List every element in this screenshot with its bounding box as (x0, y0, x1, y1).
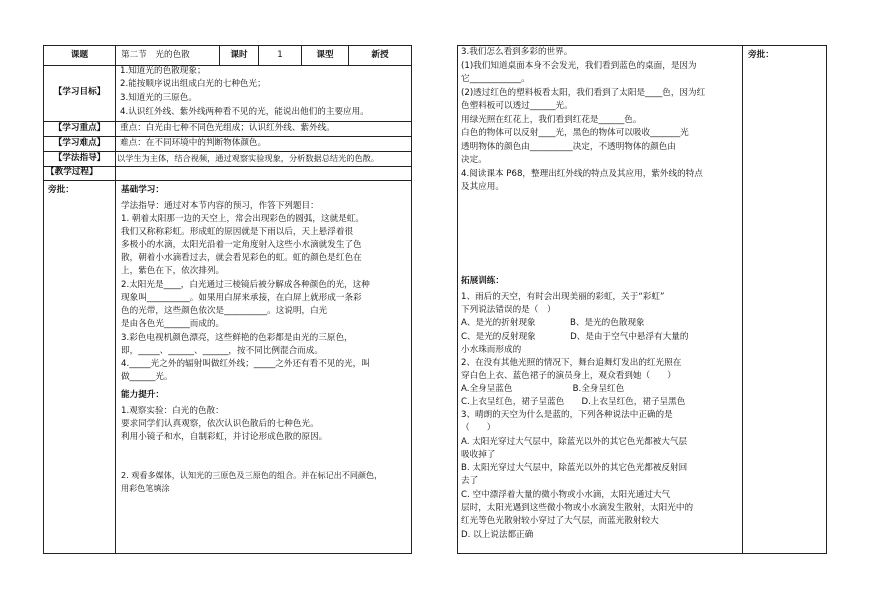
ext-line: A、是光的折射现象 B、是光的色散现象 (461, 318, 645, 328)
intro-line: (1)我们知道桌面本身不会发光，我们看到蓝色的桌面，是因为 (461, 61, 697, 71)
guide-label: 【学法指导】 (53, 153, 106, 163)
notes-label: 旁批： (48, 185, 74, 195)
ext-line: 吸收掉了 (461, 450, 496, 460)
key-text: 重点：白光由七种不同色光组成；认识红外线、紫外线。 (120, 123, 335, 133)
extension-title: 拓展训练： (461, 276, 504, 286)
ability-line: 利用小镜子和水，自制彩虹，并讨论形成色散的原因。 (121, 432, 328, 442)
topic-value: 第二节 光的色散 (121, 50, 190, 60)
hours-value: 1 (277, 50, 283, 60)
basic-line: 2.太阳光是____，白光通过三棱镜后被分解成各种颜色的光，这种 (121, 280, 370, 290)
ext-line: D. 以上说法都正确 (461, 530, 534, 540)
goal-item: 2.能按顺序说出组成白光的七种色光； (120, 79, 266, 89)
right-notes-label: 旁批： (748, 50, 774, 60)
basic-line: 4._____光之外的辐射叫做红外线；_____之外还有看不见的光，叫 (121, 359, 370, 369)
intro-line: (2)透过红色的塑料板看太阳，我们看到了太阳是____色，因为红 (461, 88, 706, 98)
type-value: 新授 (371, 50, 389, 60)
difficult-label: 【学习难点】 (53, 138, 106, 148)
hours-label: 课时 (230, 50, 248, 60)
goal-item: 4.认识红外线、紫外线两种看不见的光，能说出他们的主要应用。 (120, 107, 369, 117)
intro-line: 3.我们怎么看到多彩的世界。 (461, 47, 573, 57)
ext-line: 层时，太阳光遇到这些微小物或小水滴发生散射，太阳光中的 (461, 503, 694, 513)
ext-line: B. 太阳光穿过大气层中，除蓝光以外的其它色光都被反射回 (461, 463, 688, 473)
key-label: 【学习重点】 (53, 123, 106, 133)
intro-line: 用绿光照在红花上，我们看到红花是______色。 (461, 115, 642, 125)
ext-line: C.上衣呈红色，裙子呈蓝色 D.上衣呈红色，裙子呈黑色 (461, 397, 686, 407)
ability-title: 能力提升： (121, 390, 164, 400)
intro-line: 它____________。 (461, 74, 530, 84)
basic-line: 是由各色光______而成的。 (121, 319, 225, 329)
ext-line: C. 空中漂浮着大量的微小物或小水滴，太阳光通过大气 (461, 490, 671, 500)
ext-line: （ ） (461, 423, 496, 433)
type-label: 课型 (316, 50, 334, 60)
ext-line: A.全身呈蓝色 B.全身呈红色 (461, 384, 625, 394)
ext-line: 3、晴朗的天空为什么是蓝的，下列各种说法中正确的是 (461, 410, 673, 420)
ability-line: 1.观察实验：白光的色散： (121, 406, 224, 416)
intro-line: 色塑料板可以透过______光。 (461, 101, 573, 111)
difficult-text: 难点：在不同环境中的判断物体颜色。 (120, 138, 267, 148)
basic-line: 3.彩色电视机颜色漂亮，这些鲜艳的色彩都是由光的三原色， (121, 333, 353, 343)
guide-text: 以学生为主体，结合视频，通过观察实验现象，分析数据总结光的色散。 (117, 153, 380, 163)
intro-line: 透明物体的颜色由__________决定，不透明物体的颜色由 (461, 142, 676, 152)
basic-line: 现象叫__________。如果用白屏来承接，在白屏上就形成一条彩 (121, 293, 362, 303)
basic-line: 多极小的水滴，太阳光沿着一定角度射入这些小水滴就发生了色 (121, 240, 362, 250)
intro-line: 及其应用。 (461, 182, 504, 192)
basic-line: 做______光。 (121, 372, 173, 382)
ext-line: 小水珠而形成的 (461, 345, 522, 355)
ext-line: 下列说法错误的是（ ） (461, 305, 556, 315)
ability-line: 要求同学们认真观察，依次认识色散后的七种色光。 (121, 419, 319, 429)
ext-line: 红光等色光散射较小穿过了大气层，而蓝光散射较大 (461, 516, 659, 526)
ext-line: C、是光的反射现象 D、是由于空气中悬浮有大量的 (461, 332, 689, 342)
goal-item: 3.知道光的三原色。 (120, 93, 197, 103)
intro-line: 决定。 (461, 155, 487, 165)
basic-line: 即，_____、______、______，按不同比例混合而成。 (121, 346, 323, 356)
intro-line: 白色的物体可以反射____光，黑色的物体可以吸收_______光 (461, 128, 689, 138)
basic-line: 学法指导：通过对本节内容的预习，作答下列题目： (121, 201, 319, 211)
ability-line: 2. 观看多媒体，认知光的三原色及三原色的组合。并在标记出不同颜色， (121, 470, 383, 480)
goal-item: 1.知道光的色散现象； (120, 66, 206, 76)
basic-line: 上，紫色在下，依次排列。 (121, 266, 225, 276)
basic-line: 色的光带，这些颜色依次是__________。这说明，白光 (121, 306, 328, 316)
ext-line: A. 太阳光穿过大气层中，除蓝光以外的其它色光都被大气层 (461, 437, 688, 447)
intro-line: 4.阅读课本 P68，整理出红外线的特点及其应用，紫外线的特点 (461, 169, 703, 179)
goals-label: 【学习目标】 (53, 87, 106, 97)
topic-label: 课题 (70, 50, 89, 60)
ext-line: 穿白色上衣、蓝色裙子的演员身上，观众看到她（ ） (461, 371, 676, 381)
basic-line: 1. 朝着太阳那一边的天空上，常会出现彩色的圆弧，这就是虹。 (121, 214, 364, 224)
process-label: 【教学过程】 (46, 167, 98, 177)
basic-line: 散，朝着小水滴看过去，就会看见彩色的虹。虹的颜色是红色在 (121, 253, 362, 263)
ext-line: 2、在没有其他光照的情况下，舞台追舞灯发出的红光照在 (461, 358, 682, 368)
ext-line: 去了 (461, 476, 479, 486)
ext-line: 1、雨后的天空，有时会出现美丽的彩虹，关于“彩虹” (461, 292, 665, 302)
basic-title: 基础学习： (121, 185, 164, 195)
ability-line: 用彩色笔填涂 (121, 483, 170, 493)
basic-line: 我们又称称彩虹。形成虹的原因就是下雨以后，天上悬浮着很 (121, 227, 354, 237)
